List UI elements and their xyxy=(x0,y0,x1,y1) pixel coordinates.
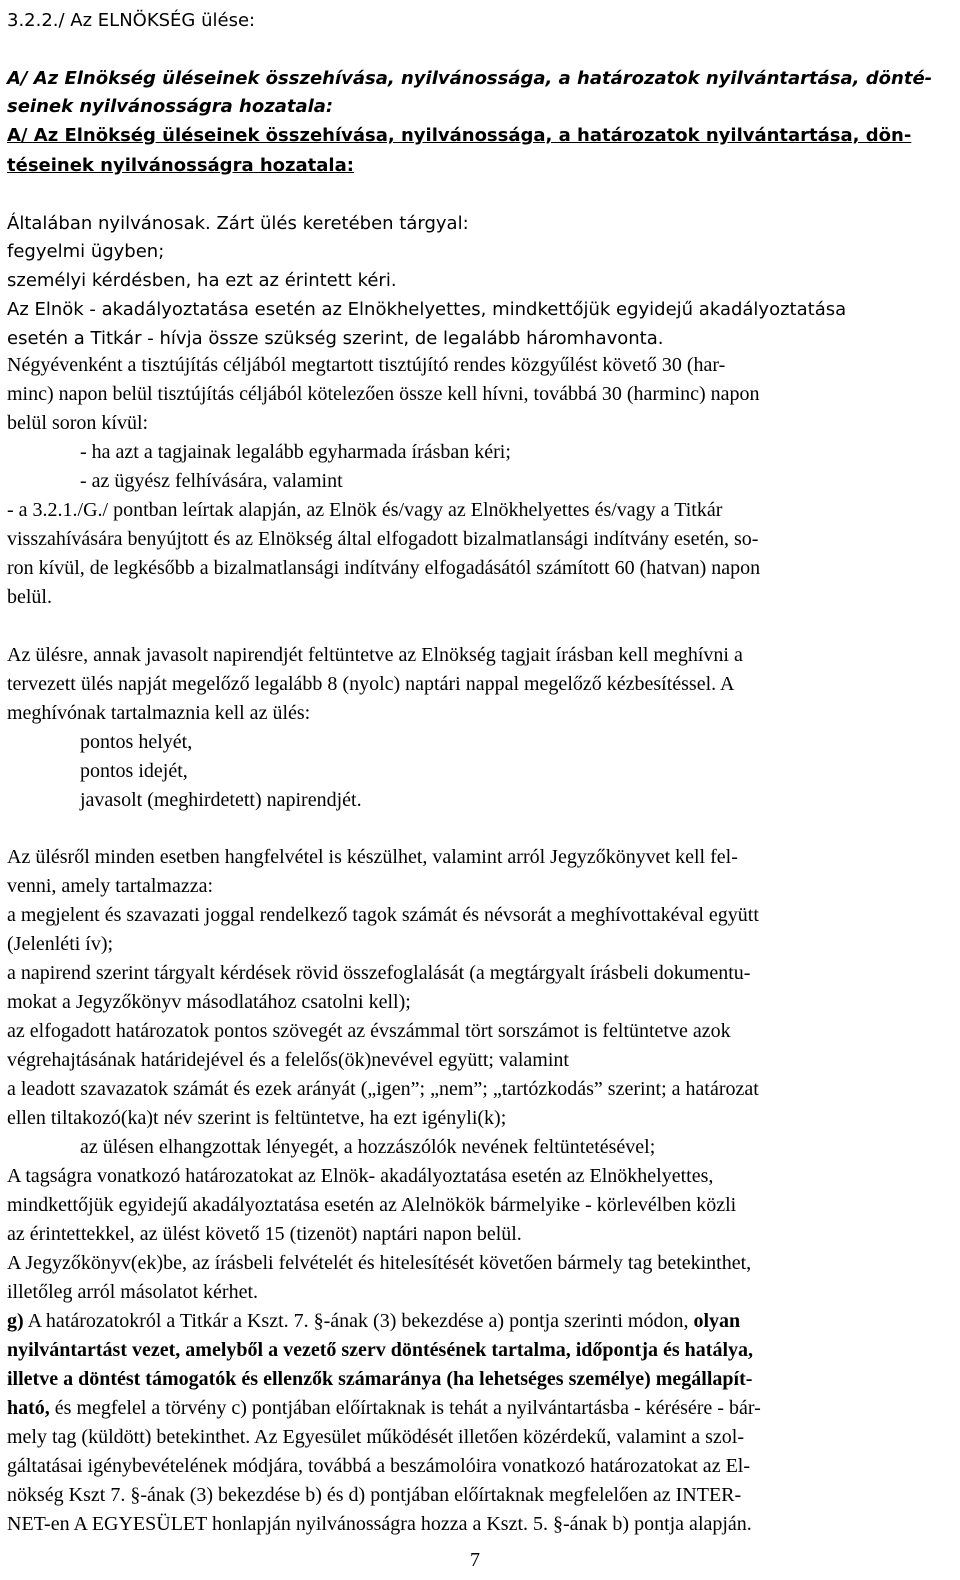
text-line: személyi kérdésben, ha ezt az érintett kéri. xyxy=(7,270,397,291)
text-line: illetve a döntést támogatók és ellenzők számaránya (ha lehetséges személye) megállapít- xyxy=(7,1368,753,1390)
text-line: venni, amely tartalmazza: xyxy=(7,875,214,897)
item-label-g: g) xyxy=(7,1310,24,1332)
text-line: (Jelenléti ív); xyxy=(7,933,114,955)
text-line: esetén a Titkár - hívja össze szükség szerint, de legalább háromhavonta. xyxy=(7,328,664,349)
text-line: tervezett ülés napját megelőző legalább 8 (nyolc) naptári nappal megelőző kézbesítéssel. A xyxy=(7,673,735,695)
list-item: - ha azt a tagjainak legalább egyharmada írásban kéri; xyxy=(80,441,511,463)
list-item: pontos idejét, xyxy=(80,760,188,782)
text-line: a megjelent és szavazati joggal rendelkező tagok számát és névsorát a meghívottakéval együtt xyxy=(7,904,759,926)
text-line: az érintettekkel, az ülést követő 15 (tizenöt) naptári napon belül. xyxy=(7,1223,522,1245)
text-line: nökség Kszt 7. §-ának (3) bekezdése b) és d) pontjában előírtaknak megfelelően az INTER- xyxy=(7,1484,742,1506)
text-line xyxy=(7,1307,740,1336)
text-line: visszahívására benyújtott és az Elnökség által elfogadott bizalmatlansági indítvány esetén, so- xyxy=(7,528,759,550)
text-line: nyilvántartást vezet, amelyből a vezető szerv döntésének tartalma, időpontja és hatálya, xyxy=(7,1339,753,1361)
text-line: mokat a Jegyzőkönyv másodlatához csatolni kell); xyxy=(7,991,411,1013)
list-item: - az ügyész felhívására, valamint xyxy=(80,470,343,492)
text-line: az ülésen elhangzottak lényegét, a hozzászólók nevének feltüntetésével; xyxy=(80,1136,656,1158)
text-line: A Jegyzőkönyv(ek)be, az írásbeli felvételét és hitelesítését követően bármely tag betekinthet, xyxy=(7,1252,752,1274)
text-line: az elfogadott határozatok pontos szövegét az évszámmal tört sorszámot is feltüntetve azok xyxy=(7,1020,731,1042)
text-line: illetőleg arról másolatot kérhet. xyxy=(7,1281,259,1303)
list-item: pontos helyét, xyxy=(80,731,193,753)
text-line: a napirend szerint tárgyalt kérdések rövid összefoglalását (a megtárgyalt írásbeli dokumentu- xyxy=(7,962,751,984)
inline-text: és megfelel a törvény c) pontjában előírtaknak is tehát a nyilvántartásba - kérésére - bár- xyxy=(49,1397,761,1419)
subheading-underlined-line-2: téseinek nyilvánosságra hozatala: xyxy=(7,155,354,176)
text-line: belül soron kívül: xyxy=(7,412,149,434)
list-item: javasolt (meghirdetett) napirendjét. xyxy=(80,789,362,811)
text-line: minc) napon belül tisztújítás céljából kötelezően össze kell hívni, továbbá 30 (harminc) napon xyxy=(7,383,760,405)
text-line: Az ülésről minden esetben hangfelvétel is készülhet, valamint arról Jegyzőkönyvet kell fel- xyxy=(7,846,738,868)
page-number: 7 xyxy=(470,1549,480,1571)
text-line: belül. xyxy=(7,586,52,608)
inline-bold-text: ható, xyxy=(7,1397,50,1419)
text-line: Az ülésre, annak javasolt napirendjét feltüntetve az Elnökség tagjait írásban kell meghívni a xyxy=(7,644,743,666)
subheading-italic-line-1: A/ Az Elnökség üléseinek összehívása, nyilvánossága, a határozatok nyilvántartása, dönté- xyxy=(7,68,933,89)
text-line: Általában nyilvánosak. Zárt ülés keretében tárgyal: xyxy=(7,213,469,234)
subheading-italic-line-2: seinek nyilvánosságra hozatala: xyxy=(7,96,334,117)
text-line: mely tag (küldött) betekinthet. Az Egyesület működését illetően közérdekű, valamint a szol- xyxy=(7,1426,745,1448)
inline-text: A határozatokról a Titkár a Kszt. 7. §-ának (3) bekezdése a) pontja szerinti módon, xyxy=(23,1310,694,1332)
text-line: meghívónak tartalmaznia kell az ülés: xyxy=(7,702,311,724)
text-line: a leadott szavazatok számát és ezek arányát („igen”; „nem”; „tartózkodás” szerint; a határozat xyxy=(7,1078,759,1100)
section-heading: 3.2.2./ Az ELNÖKSÉG ülése: xyxy=(7,10,256,31)
text-line: fegyelmi ügyben; xyxy=(7,241,165,262)
text-line: ron kívül, de legkésőbb a bizalmatlansági indítvány elfogadásától számított 60 (hatvan) napon xyxy=(7,557,761,579)
text-line: gáltatásai igénybevételének módjára, továbbá a beszámolóira vonatkozó határozatokat az El- xyxy=(7,1455,750,1477)
text-line: Négyévenként a tisztújítás céljából megtartott tisztújító rendes közgyűlést követő 30 (har- xyxy=(7,354,726,376)
text-line: végrehajtásának határidejével és a felelős(ök)nevével együtt; valamint xyxy=(7,1049,569,1071)
inline-bold-text: olyan xyxy=(693,1310,741,1332)
text-line: NET-en A EGYESÜLET honlapján nyilvánosságra hozza a Kszt. 5. §-ának b) pontja alapján. xyxy=(7,1513,752,1535)
text-line: - a 3.2.1./G./ pontban leírtak alapján, az Elnök és/vagy az Elnökhelyettes és/vagy a Titkár xyxy=(7,499,723,521)
text-line: A tagságra vonatkozó határozatokat az Elnök- akadályoztatása esetén az Elnökhelyettes, xyxy=(7,1165,714,1187)
text-line: ellen tiltakozó(ka)t név szerint is feltüntetve, ha ezt igényli(k); xyxy=(7,1107,507,1129)
text-line xyxy=(7,1394,761,1423)
text-line: mindkettőjük egyidejű akadályoztatása esetén az Alelnökök bármelyike - körlevélben közli xyxy=(7,1194,737,1216)
text-line: Az Elnök - akadályoztatása esetén az Elnökhelyettes, mindkettőjük egyidejű akadályoztatása xyxy=(7,299,847,320)
subheading-underlined-line-1: A/ Az Elnökség üléseinek összehívása, nyilvánossága, a határozatok nyilvántartása, dön- xyxy=(7,125,912,146)
